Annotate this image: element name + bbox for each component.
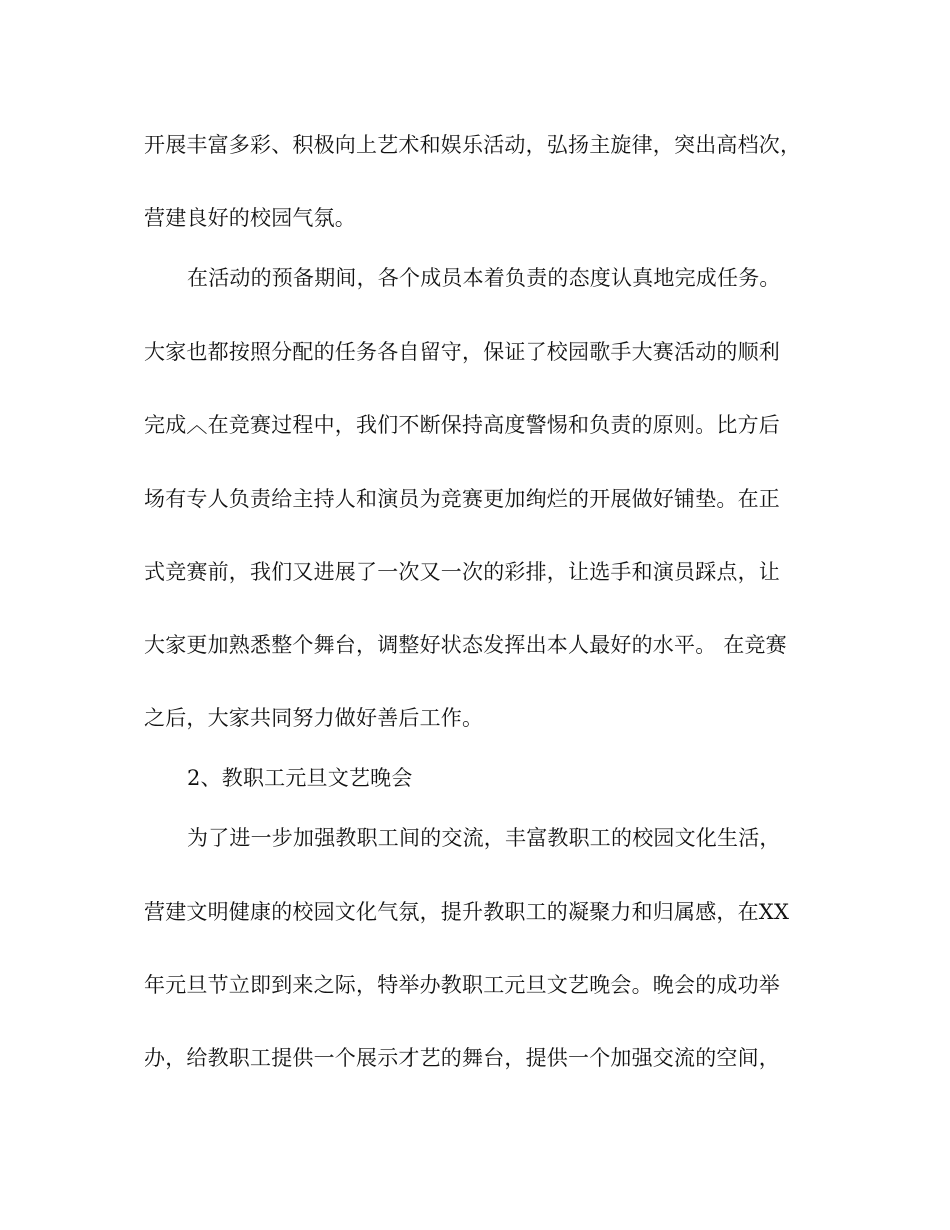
paragraph-first-line: 在活动的预备期间，各个成员本着负责的态度认真地完成任务。 [187, 266, 781, 290]
text-line: 大家也都按照分配的任务各自留守，保证了校园歌手大赛活动的顺利 [144, 340, 780, 364]
text-line: 年元旦节立即到来之际，特举办教职工元旦文艺晚会。晚会的成功举 [144, 973, 780, 997]
text-line: 之后，大家共同努力做好善后工作。 [144, 706, 484, 730]
text-line: 完成︿在竞赛过程中，我们不断保持高度警惕和负责的原则。比方后 [144, 413, 780, 437]
text-line: 营建良好的校园气氛。 [144, 206, 356, 230]
text-line: 办，给教职工提供一个展示才艺的舞台，提供一个加强交流的空间， [144, 1046, 780, 1070]
paragraph-first-line: 为了进一步加强教职工间的交流，丰富教职工的校园文化生活， [187, 826, 781, 850]
text-line: 营建文明健康的校园文化气氛，提升教职工的凝聚力和归属感，在XX [144, 900, 790, 924]
text-line: 场有专人负责给主持人和演员为竞赛更加绚烂的开展做好铺垫。在正 [144, 487, 780, 511]
text-line: 式竞赛前，我们又进展了一次又一次的彩排，让选手和演员踩点，让 [144, 560, 780, 584]
text-line: 大家更加熟悉整个舞台，调整好状态发挥出本人最好的水平。 在竞赛 [144, 633, 787, 657]
text-line: 开展丰富多彩、积极向上艺术和娱乐活动，弘扬主旋律，突出高档次， [144, 133, 802, 157]
section-heading: 2、教职工元旦文艺晚会 [187, 766, 413, 790]
